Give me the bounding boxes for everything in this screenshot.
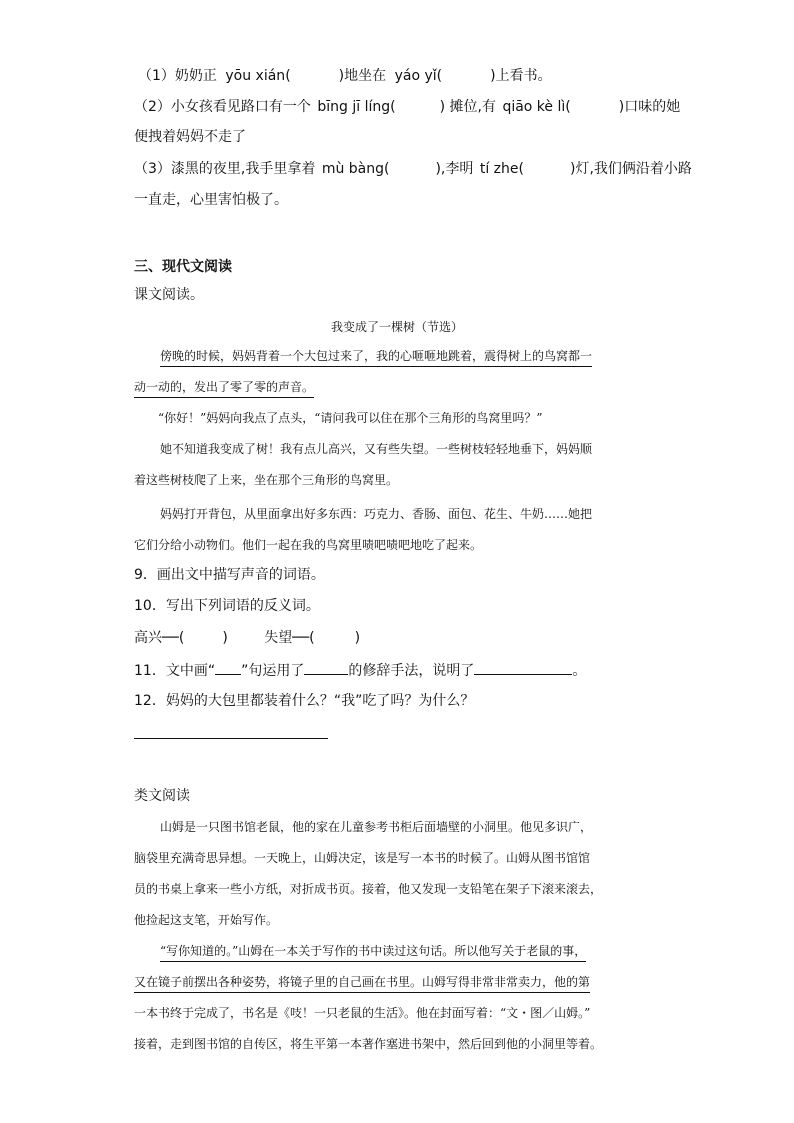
q11-blank-meaning[interactable] [474,659,572,675]
section-3-title: 三、现代文阅读 [134,259,232,275]
passage-p2: “你好！”妈妈向我点了点头，“请问我可以住在那个三角形的鸟窝里吗？” [158,411,543,425]
lei-p1-line3: 员的书桌上拿来一些小方纸，对折成书页。接着，他又发现一支铅笔在架子下滚来滚去， [134,882,603,896]
question-11 [134,659,586,681]
q3-pinyin-1: mù bàng [321,161,384,177]
passage-title: 我变成了一棵树（节选） [330,320,463,334]
q1-text-e: )上看书。 [490,68,552,84]
q3-text-a: （3）漆黑的夜里,我手里拿着 [134,161,316,177]
antonym-word-2: 失望──( [264,630,315,646]
lei-p2-line2: 又在镜子前摆出各种姿势，将镜子里的自己画在书里。山姆写得非常非常卖力，他的第 [134,972,590,993]
q3-text-e: )灯,我们俩沿着小路 [569,161,692,177]
question-12-answer-line[interactable] [134,738,328,739]
q3-pinyin-2: tí zhe [479,161,519,177]
pinyin-question-1 [138,66,552,86]
q2-text-e: )口味的她 [618,99,681,115]
lei-p1-line1: 山姆是一只图书馆老鼠，他的家在儿童参考书柜后面墙壁的小洞里。他见多识广， [160,820,593,834]
q3-paren-open: ( [384,161,390,177]
q3-paren-open-2: ( [518,161,524,177]
section-3-subtitle: 课文阅读。 [134,287,204,303]
q1-paren-open-2: ( [436,68,443,84]
pinyin-question-3 [134,159,692,179]
lei-p2-line3: 一本书终于完成了，书名是《吱！一只老鼠的生活》。他在封面写着：“文・图／山姆。” [134,1006,591,1020]
question-12: 12．妈妈的大包里都装着什么？“我”吃了吗？为什么？ [134,693,475,709]
q2-pinyin-1: bīng jī líng [317,99,391,115]
antonym-paren-close-2: ) [354,630,361,646]
passage-p1-line1: 傍晚的时候，妈妈背着一个大包过来了，我的心咂咂地跳着，震得树上的鸟窝都一 [160,346,592,367]
q11-text-a: 11．文中画“ [134,663,216,679]
question-10: 10．写出下列词语的反义词。 [134,598,320,614]
q3-text-c: ),李明 [435,161,474,177]
q2-text-a: （2）小女孩看见路口有一个 [134,99,311,115]
lei-p2-line4: 接着，走到图书馆的自传区，将生平第一本著作塞进书架中，然后回到他的小洞里等着。 [134,1037,603,1051]
q1-text-c: )地坐在 [338,68,387,84]
q11-text-b: ”句运用了 [241,663,305,679]
q1-pinyin-2: yáo yǐ [394,68,437,84]
antonym-paren-close-1: ) [222,630,228,646]
antonym-word-1: 高兴──( [134,630,185,646]
q2-text-c: ) 摊位,有 [439,99,496,115]
q2-paren-open-2: ( [565,99,571,115]
question-10-antonyms [134,628,360,648]
q11-blank-sentence[interactable] [215,659,241,675]
q1-paren-open: ( [285,68,291,84]
lei-p2-line1: “写你知道的。”山姆在一本关于写作的书中读过这句话。所以他写关于老鼠的事， [160,941,586,962]
passage-p3-line2: 着这些树枝爬了上来，坐在那个三角形的鸟窝里。 [134,473,399,487]
q11-blank-rhetoric[interactable] [304,659,348,675]
lei-p1-line4: 他捡起这支笔，开始写作。 [134,913,279,927]
passage-p3-line1: 她不知道我变成了树！我有点儿高兴，又有些失望。一些树枝轻轻地垂下，妈妈顺 [160,442,593,456]
q2-paren-open: ( [390,99,396,115]
lei-p1-line2: 脑袋里充满奇思异想。一天晚上，山姆决定，该是写一本书的时候了。山姆从图书馆馆 [134,851,591,865]
lei-section-title: 类文阅读 [134,788,190,804]
pinyin-question-2 [134,97,680,117]
q1-pinyin-1: yōu xián [225,68,286,84]
pinyin-question-2-cont: 便拽着妈妈不走了 [134,129,246,145]
q11-text-c: 的修辞手法，说明了 [348,663,475,679]
passage-p4-line1: 妈妈打开背包，从里面拿出好多东西：巧克力、香肠、面包、花生、牛奶……她把 [160,507,593,521]
q11-text-d: 。 [572,663,587,679]
q1-text-a: （1）奶奶正 [138,68,217,84]
pinyin-question-3-cont: 一直走，心里害怕极了。 [134,192,288,208]
passage-p1-line2: 动一动的，发出了零了零的声音。 [134,377,314,398]
question-9: 9．画出文中描写声音的词语。 [134,567,325,583]
passage-p4-line2: 它们分给小动物们。他们一起在我的鸟窝里啧吧啧吧地吃了起来。 [134,538,483,552]
q2-pinyin-2: qiāo kè lì [502,99,566,115]
